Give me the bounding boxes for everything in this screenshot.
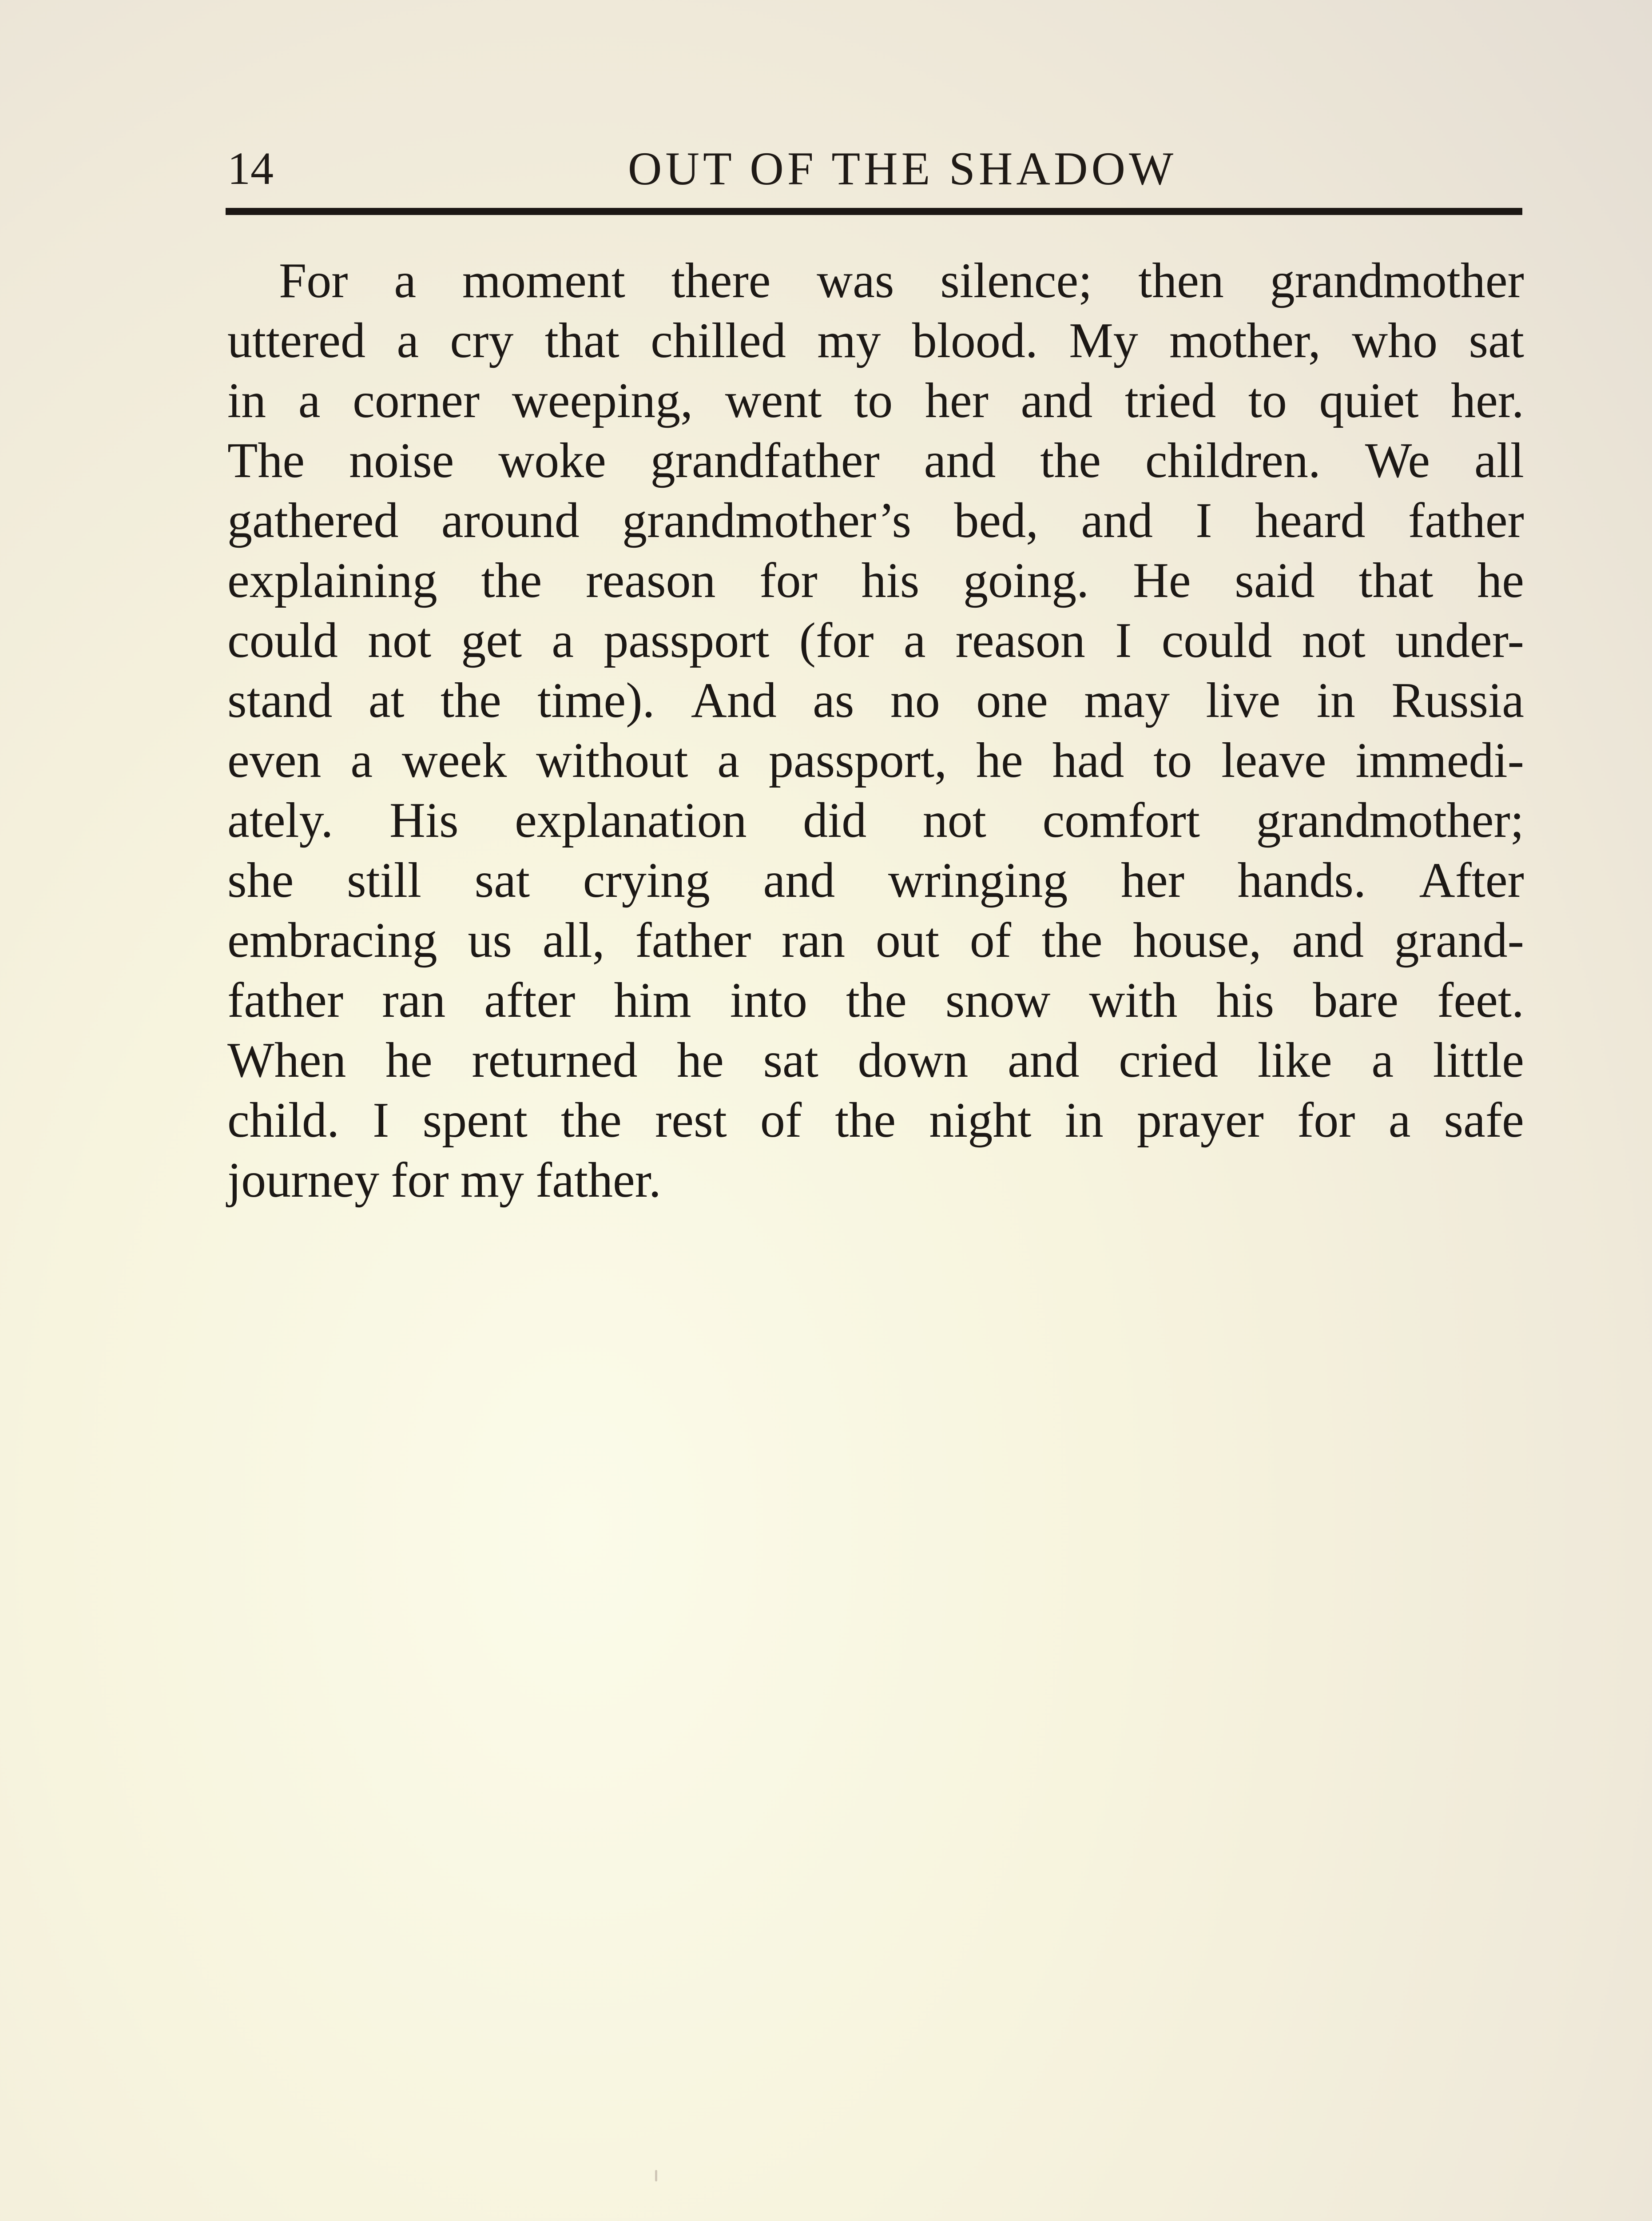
word: could [227,613,338,668]
word: night [929,1093,1032,1148]
text-line [227,1031,1524,1091]
word: silence; [940,253,1092,308]
word: said [1235,553,1315,608]
text-line [227,251,1524,311]
word: explaining [227,553,437,608]
word: father [227,973,344,1028]
word: was [817,253,894,308]
word: father. [535,1153,661,1208]
word: stand [227,673,333,728]
word: safe [1444,1093,1524,1148]
word: chilled [651,313,786,368]
word: His [389,793,459,848]
word: even [227,733,322,788]
word: noise [349,433,454,488]
word: under- [1395,613,1524,668]
word: explanation [515,793,747,848]
word: she [227,853,294,908]
paper-speck [655,2170,657,2181]
word: he [677,1033,724,1088]
word: tried [1124,373,1216,428]
word: he [976,733,1023,788]
word: He [1132,553,1191,608]
word: grand- [1394,913,1524,968]
word: journey [227,1153,380,1208]
word: wringing [888,853,1068,908]
text-line [227,851,1524,911]
word: at [368,673,405,728]
word: spent [422,1093,528,1148]
word: not [368,613,432,668]
word: prayer [1136,1093,1264,1148]
word: all [1474,433,1524,488]
word: down [858,1033,969,1088]
word: grandmother’s [622,493,912,548]
word: I [1195,493,1212,548]
word: no [890,673,940,728]
word: as [813,673,854,728]
word: to [1248,373,1287,428]
word: still [346,853,422,908]
word: hands. [1237,853,1366,908]
word: The [227,433,305,488]
word: reason [955,613,1085,668]
word: crying [583,853,710,908]
word: going. [963,553,1089,608]
word: heard [1255,493,1366,548]
word: immedi- [1355,733,1524,788]
page-number: 14 [227,143,274,194]
word: sat [474,853,530,908]
word: the [835,1093,896,1148]
word: the [440,673,501,728]
word: snow [945,973,1051,1028]
body-paragraph [227,251,1524,1210]
word: grandfather [650,433,880,488]
word: may [1084,673,1170,728]
word: grandmother; [1256,793,1524,848]
word: a [397,313,419,368]
word: a [1371,1033,1394,1088]
word: could [1161,613,1272,668]
word: quiet [1319,373,1419,428]
word: his [861,553,920,608]
word: After [1419,853,1524,908]
text-line [227,671,1524,731]
word: passport, [768,733,947,788]
word: and [1007,1033,1080,1088]
word: for [1297,1093,1355,1148]
word: who [1352,313,1438,368]
word: embracing [227,913,437,968]
word: and [1292,913,1364,968]
word: reason [586,553,716,608]
word: a [552,613,574,668]
word: I [373,1093,389,1148]
word: sat [1469,313,1524,368]
word: and [924,433,996,488]
word: ran [382,973,446,1028]
word: that [1358,553,1434,608]
word: bed, [954,493,1039,548]
word: passport [604,613,770,668]
word: the [1040,433,1101,488]
word: corner [353,373,480,428]
word: us [468,913,512,968]
text-line [227,551,1524,611]
word: For [279,253,348,308]
word: the [561,1093,622,1148]
word: had [1052,733,1124,788]
word: a [903,613,926,668]
word: My [1069,313,1138,368]
text-line [227,1091,1524,1150]
word: grandmother [1270,253,1524,308]
word: get [461,613,522,668]
word: her [1120,853,1184,908]
word: a [298,373,321,428]
word: rest [655,1093,727,1148]
word: Russia [1391,673,1524,728]
word: the [1041,913,1103,968]
word: moment [462,253,625,308]
word: did [803,793,867,848]
word: live [1206,673,1281,728]
word: father [635,913,751,968]
word: he [1477,553,1524,608]
word: to [1153,733,1192,788]
word: children. [1145,433,1321,488]
word: after [484,973,576,1028]
word: my [817,313,881,368]
word: I [1115,613,1132,668]
word: woke [498,433,606,488]
word: blood. [912,313,1038,368]
word: leave [1221,733,1326,788]
word: his [1216,973,1275,1028]
word: mother, [1169,313,1321,368]
word: feet. [1437,973,1524,1028]
word: there [671,253,771,308]
word: ran [782,913,846,968]
word: sat [763,1033,818,1088]
word: father [1408,493,1524,548]
word: went [725,373,822,428]
word: bare [1313,973,1399,1028]
word: in [1316,673,1355,728]
word: and [763,853,835,908]
word: cry [450,313,514,368]
word: a [1388,1093,1411,1148]
word: out [875,913,940,968]
word: ately. [227,793,334,848]
word: her. [1451,373,1524,428]
word: cried [1119,1033,1219,1088]
word: child. [227,1093,339,1148]
word: of [760,1093,802,1148]
word: then [1138,253,1224,308]
text-line [227,971,1524,1031]
word: time). [537,673,655,728]
text-line [227,491,1524,551]
word: for [759,553,818,608]
word: the [846,973,907,1028]
text-line [227,791,1524,851]
text-line [227,1150,1524,1210]
page-header [227,133,1524,200]
word: for [391,1153,449,1208]
word: with [1089,973,1178,1028]
text-line [227,431,1524,491]
word: her [925,373,989,428]
word: not [922,793,986,848]
header-rule [226,208,1522,215]
word: uttered [227,313,365,368]
word: house, [1133,913,1262,968]
word: (for [799,613,874,668]
word: around [441,493,580,548]
running-head: OUT OF THE SHADOW [627,143,1177,195]
word: he [385,1033,433,1088]
word: And [691,673,777,728]
word: comfort [1042,793,1200,848]
word: a [350,733,373,788]
word: gathered [227,493,399,548]
word: weeping, [512,373,693,428]
word: the [481,553,542,608]
word: all, [542,913,605,968]
text-line [227,611,1524,671]
text-line [227,911,1524,971]
word: and [1021,373,1093,428]
word: and [1081,493,1153,548]
word: returned [472,1033,638,1088]
word: week [401,733,507,788]
word: in [227,373,266,428]
text-line [227,311,1524,371]
word: a [394,253,417,308]
word: that [544,313,620,368]
word: into [730,973,807,1028]
text-line [227,731,1524,791]
word: one [976,673,1048,728]
word: my [460,1153,524,1208]
text-line [227,371,1524,431]
word: like [1257,1033,1332,1088]
word: to [854,373,893,428]
word: not [1302,613,1366,668]
word: him [614,973,691,1028]
word: in [1064,1093,1104,1148]
word: of [969,913,1012,968]
word: little [1433,1033,1524,1088]
word: without [536,733,688,788]
word: a [717,733,739,788]
word: When [227,1033,346,1088]
word: We [1365,433,1430,488]
